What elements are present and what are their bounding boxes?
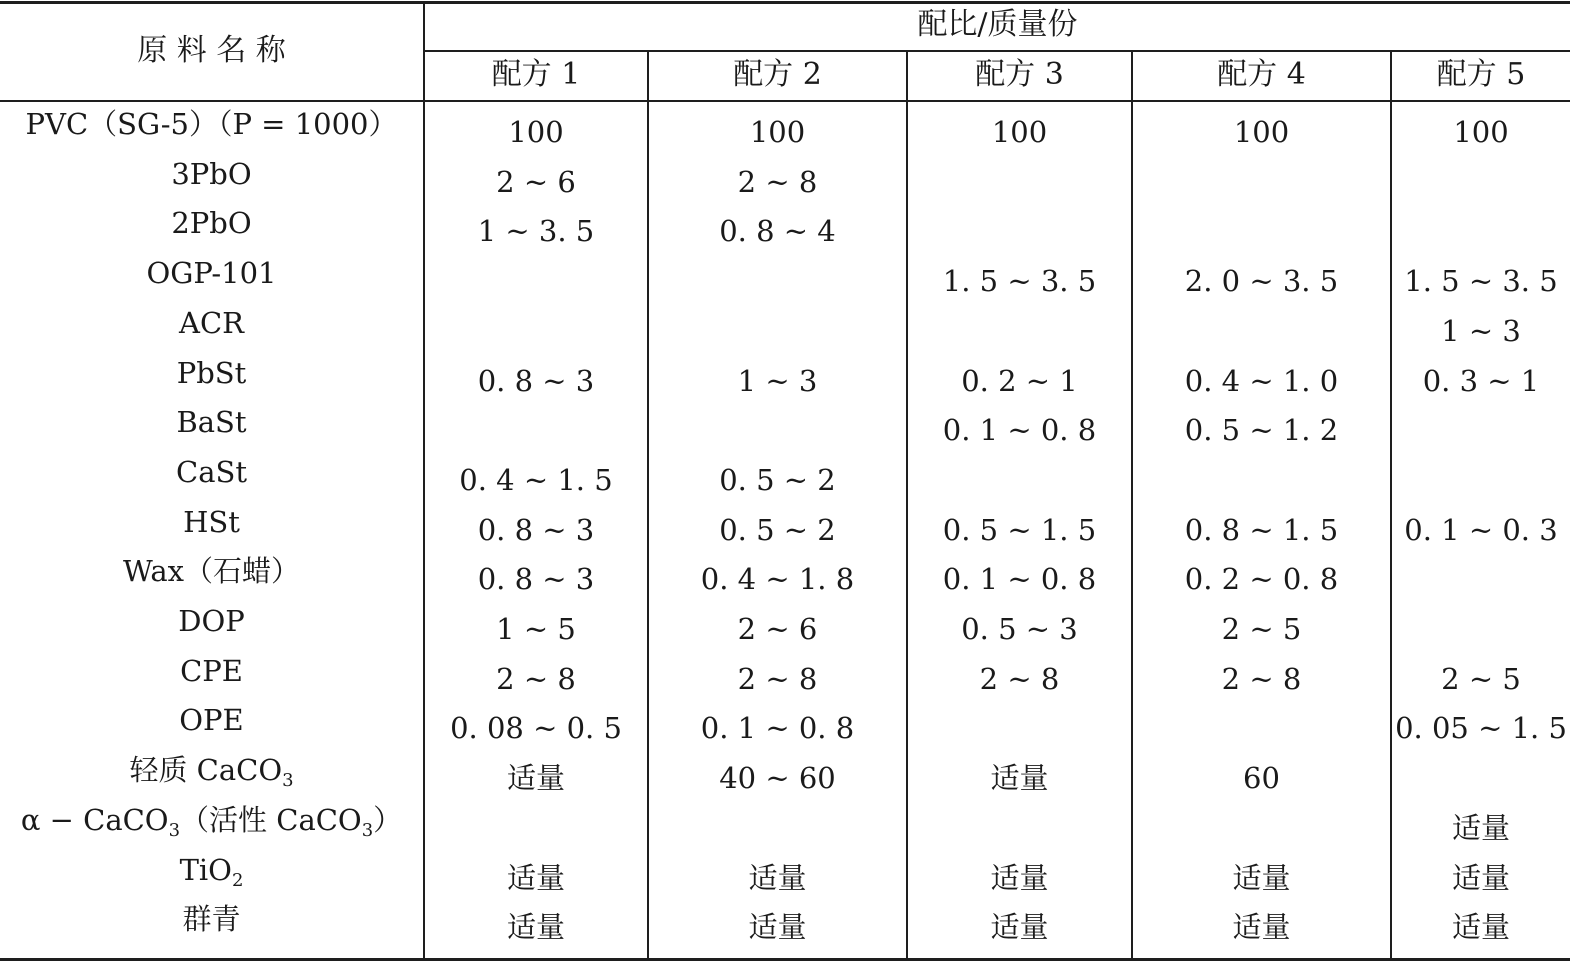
row-12-formula-5-value: 2 ~ 5 <box>1441 661 1521 696</box>
header-bottom-rule <box>0 100 1570 102</box>
row-11-formula-4-value: 2 ~ 5 <box>1221 612 1302 646</box>
row-2-formula-2-value: 2 ~ 8 <box>737 164 818 199</box>
table-top-rule <box>0 1 1570 4</box>
row-7-material-name: BaSt <box>176 405 247 440</box>
row-8-material-name: CaSt <box>176 454 247 489</box>
row-9-formula-4-value: 0. 8 ~ 1. 5 <box>1184 512 1339 547</box>
row-10-formula-1-value: 0. 8 ~ 3 <box>477 562 595 597</box>
row-9-formula-5-value: 0. 1 ~ 0. 3 <box>1404 512 1558 547</box>
row-5-formula-5-value: 1 ~ 3 <box>1441 313 1521 348</box>
row-8-formula-2-value: 0. 5 ~ 2 <box>719 462 836 497</box>
row-5-material-name: ACR <box>179 305 244 340</box>
row-12-formula-4-value: 2 ~ 8 <box>1221 661 1302 696</box>
row-14-formula-2-value: 40 ~ 60 <box>719 761 836 796</box>
row-6-material-name: PbSt <box>176 355 247 390</box>
row-9-material-name: HSt <box>183 504 240 539</box>
row-8-formula-1-value: 0. 4 ~ 1. 5 <box>459 462 613 497</box>
row-9-formula-1-value: 0. 8 ~ 3 <box>477 512 595 547</box>
row-3-formula-2-value: 0. 8 ~ 4 <box>719 214 836 249</box>
row-7-formula-3-value: 0. 1 ~ 0. 8 <box>942 413 1097 448</box>
header-ratio-group: 配比/质量份 <box>917 7 1078 42</box>
header-formula-3: 配方 3 <box>975 57 1064 92</box>
header-formula-2: 配方 2 <box>733 57 822 92</box>
row-16-material-name: TiO$_2$ <box>179 852 244 891</box>
column-divider-3 <box>1131 51 1133 958</box>
row-13-formula-5-value: 0. 05 ~ 1. 5 <box>1395 711 1567 746</box>
header-material-name: 原 料 名 称 <box>137 33 286 68</box>
row-17-formula-1-value: 适量 <box>506 910 565 945</box>
row-16-formula-5-value: 适量 <box>1451 860 1510 895</box>
row-1-formula-2-value: 100 <box>749 115 806 149</box>
header-formula-4: 配方 4 <box>1217 57 1306 92</box>
row-1-formula-4-value: 100 <box>1233 115 1290 149</box>
row-13-formula-2-value: 0. 1 ~ 0. 8 <box>700 711 855 746</box>
table-bottom-rule <box>0 958 1570 961</box>
row-3-material-name: 2PbO <box>171 206 252 241</box>
row-3-formula-1-value: 1 ~ 3. 5 <box>477 214 595 249</box>
row-16-formula-2-value: 适量 <box>748 860 807 895</box>
header-formula-5: 配方 5 <box>1436 57 1526 92</box>
row-10-formula-4-value: 0. 2 ~ 0. 8 <box>1184 562 1339 597</box>
row-1-material-name: PVC（SG-5）（P = 1000） <box>25 107 398 141</box>
row-4-formula-4-value: 2. 0 ~ 3. 5 <box>1184 264 1339 299</box>
row-12-material-name: CPE <box>180 653 243 688</box>
row-14-formula-1-value: 适量 <box>506 761 565 796</box>
row-9-formula-3-value: 0. 5 ~ 1. 5 <box>942 512 1097 547</box>
row-14-formula-3-value: 适量 <box>990 761 1049 796</box>
row-11-formula-2-value: 2 ~ 6 <box>737 612 818 646</box>
row-4-formula-3-value: 1. 5 ~ 3. 5 <box>942 264 1097 299</box>
row-11-formula-1-value: 1 ~ 5 <box>496 612 576 646</box>
row-17-formula-3-value: 适量 <box>990 910 1049 945</box>
row-12-formula-1-value: 2 ~ 8 <box>496 661 576 696</box>
header-group-divider <box>425 50 1570 52</box>
row-6-formula-2-value: 1 ~ 3 <box>737 363 818 398</box>
row-1-formula-1-value: 100 <box>508 115 564 149</box>
row-11-formula-3-value: 0. 5 ~ 3 <box>961 612 1078 646</box>
row-12-formula-2-value: 2 ~ 8 <box>737 661 818 696</box>
row-9-formula-2-value: 0. 5 ~ 2 <box>719 512 836 547</box>
column-divider-2 <box>906 51 908 958</box>
row-6-formula-5-value: 0. 3 ~ 1 <box>1422 363 1540 398</box>
row-2-material-name: 3PbO <box>171 156 252 191</box>
row-14-material-name: 轻质 CaCO$_3$ <box>129 753 294 792</box>
row-11-material-name: DOP <box>178 604 245 638</box>
row-17-formula-5-value: 适量 <box>1451 910 1510 945</box>
row-7-formula-4-value: 0. 5 ~ 1. 2 <box>1184 413 1339 448</box>
header-formula-1: 配方 1 <box>491 57 581 92</box>
row-17-material-name: 群青 <box>182 902 241 937</box>
row-17-formula-2-value: 适量 <box>748 910 807 945</box>
row-17-formula-4-value: 适量 <box>1232 910 1291 945</box>
row-15-formula-5-value: 适量 <box>1451 810 1510 845</box>
row-2-formula-1-value: 2 ~ 6 <box>496 164 576 199</box>
row-6-formula-1-value: 0. 8 ~ 3 <box>477 363 595 398</box>
row-4-formula-5-value: 1. 5 ~ 3. 5 <box>1404 264 1558 299</box>
row-16-formula-1-value: 适量 <box>506 860 565 895</box>
row-12-formula-3-value: 2 ~ 8 <box>979 661 1060 696</box>
row-4-material-name: OGP-101 <box>146 256 277 291</box>
row-13-formula-1-value: 0. 08 ~ 0. 5 <box>450 711 622 746</box>
row-16-formula-4-value: 适量 <box>1232 860 1291 895</box>
row-10-material-name: Wax（石蜡） <box>123 554 300 589</box>
row-6-formula-4-value: 0. 4 ~ 1. 0 <box>1184 363 1339 398</box>
row-10-formula-3-value: 0. 1 ~ 0. 8 <box>942 562 1097 597</box>
row-14-formula-4-value: 60 <box>1243 761 1280 796</box>
row-15-material-name: α − CaCO$_3$（活性 CaCO$_3$） <box>20 802 403 841</box>
row-16-formula-3-value: 适量 <box>990 860 1049 895</box>
row-10-formula-2-value: 0. 4 ~ 1. 8 <box>700 562 855 597</box>
row-1-formula-5-value: 100 <box>1453 115 1509 149</box>
row-6-formula-3-value: 0. 2 ~ 1 <box>961 363 1078 398</box>
row-1-formula-3-value: 100 <box>991 115 1048 149</box>
row-13-material-name: OPE <box>179 703 244 738</box>
